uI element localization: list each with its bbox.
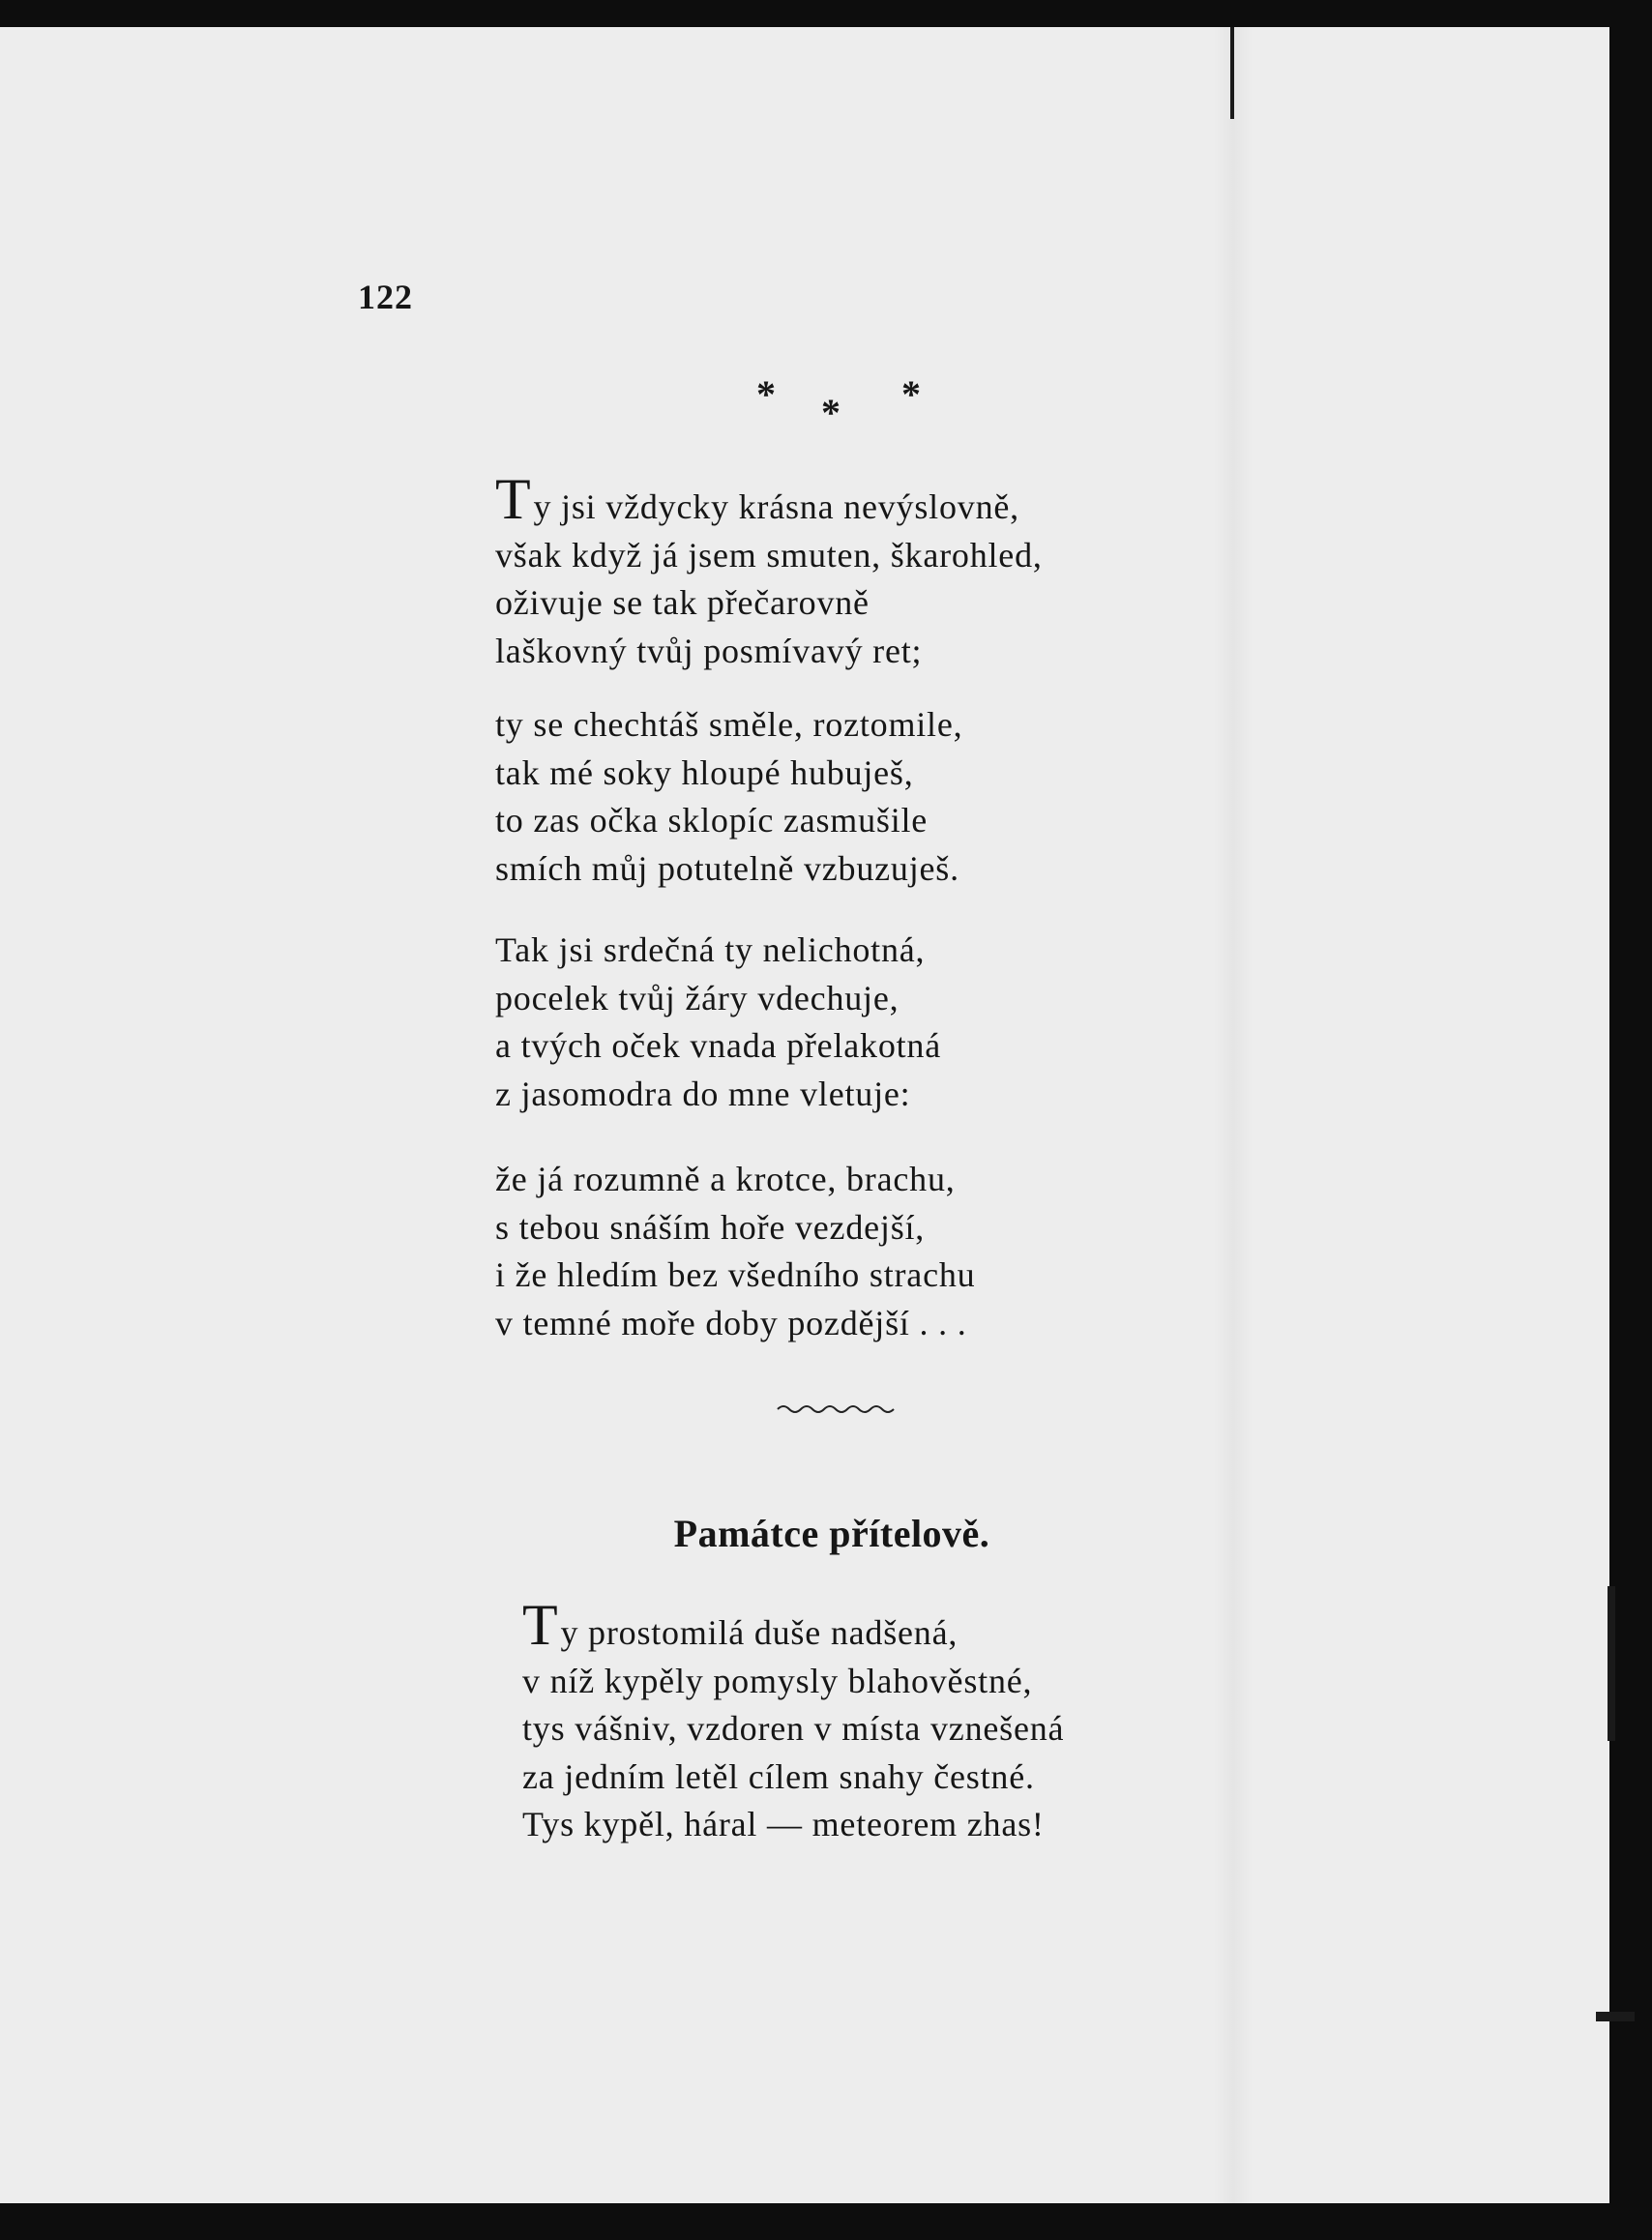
scan-edge-mark bbox=[1596, 2012, 1635, 2021]
asterisk: * bbox=[821, 391, 841, 434]
poem-line: v temné moře doby pozdější . . . bbox=[495, 1303, 967, 1342]
poem-line: Ty jsi vždycky krásna nevýslovně, bbox=[495, 467, 1019, 531]
poem1-stanza-3 bbox=[495, 927, 941, 1118]
poem-line: však když já jsem smuten, škarohled, bbox=[495, 535, 1043, 575]
asterisk: * bbox=[756, 372, 776, 416]
poem1-stanza-2 bbox=[495, 701, 962, 893]
poem1-stanza-4 bbox=[495, 1156, 975, 1347]
poem2-stanza bbox=[522, 1593, 1065, 1849]
poem1-stanza-1 bbox=[495, 467, 1043, 675]
poem-line: smích můj potutelně vzbuzuješ. bbox=[495, 848, 959, 888]
scan-edge-mark bbox=[1608, 1586, 1615, 1741]
page-number: 122 bbox=[358, 278, 413, 316]
poem-line: to zas očka sklopíc zasmušile bbox=[495, 801, 929, 840]
scan-edge-mark bbox=[1230, 27, 1234, 119]
poem-line: tys vášniv, vzdoren v místa vznešená bbox=[522, 1709, 1065, 1748]
poem-line: v níž kypěly pomysly blahověstné, bbox=[522, 1661, 1033, 1700]
wavy-divider-ornament bbox=[776, 1400, 898, 1416]
poem-line: a tvých oček vnada přelakotná bbox=[495, 1026, 942, 1065]
poem-title: Památce přítelově. bbox=[673, 1512, 990, 1555]
poem-line: z jasomodra do mne vletuje: bbox=[495, 1074, 911, 1113]
section-asterism bbox=[735, 368, 929, 435]
page-gutter-shadow bbox=[1214, 27, 1253, 2203]
dropcap: T bbox=[522, 1593, 559, 1657]
poem-line: Ty prostomilá duše nadšená, bbox=[522, 1593, 959, 1657]
dropcap: T bbox=[495, 467, 532, 531]
poem-line: že já rozumně a krotce, brachu, bbox=[495, 1160, 956, 1198]
poem-line: Tak jsi srdečná ty nelichotná, bbox=[495, 930, 926, 969]
poem-line: i že hledím bez všedního strachu bbox=[495, 1255, 976, 1294]
asterisk: * bbox=[901, 372, 921, 416]
poem-line: za jedním letěl cílem snahy čestné. bbox=[522, 1756, 1035, 1796]
poem-line: Tys kypěl, háral — meteorem zhas! bbox=[522, 1805, 1045, 1843]
poem-line: s tebou snáším hoře vezdejší, bbox=[495, 1207, 926, 1247]
poem-line: oživuje se tak přečarovně bbox=[495, 583, 870, 622]
poem-line: pocelek tvůj žáry vdechuje, bbox=[495, 978, 900, 1017]
poem-line: tak mé soky hloupé hubuješ, bbox=[495, 752, 914, 792]
poem-line: ty se chechtáš směle, roztomile, bbox=[495, 705, 963, 744]
poem-line: laškovný tvůj posmívavý ret; bbox=[495, 631, 923, 670]
